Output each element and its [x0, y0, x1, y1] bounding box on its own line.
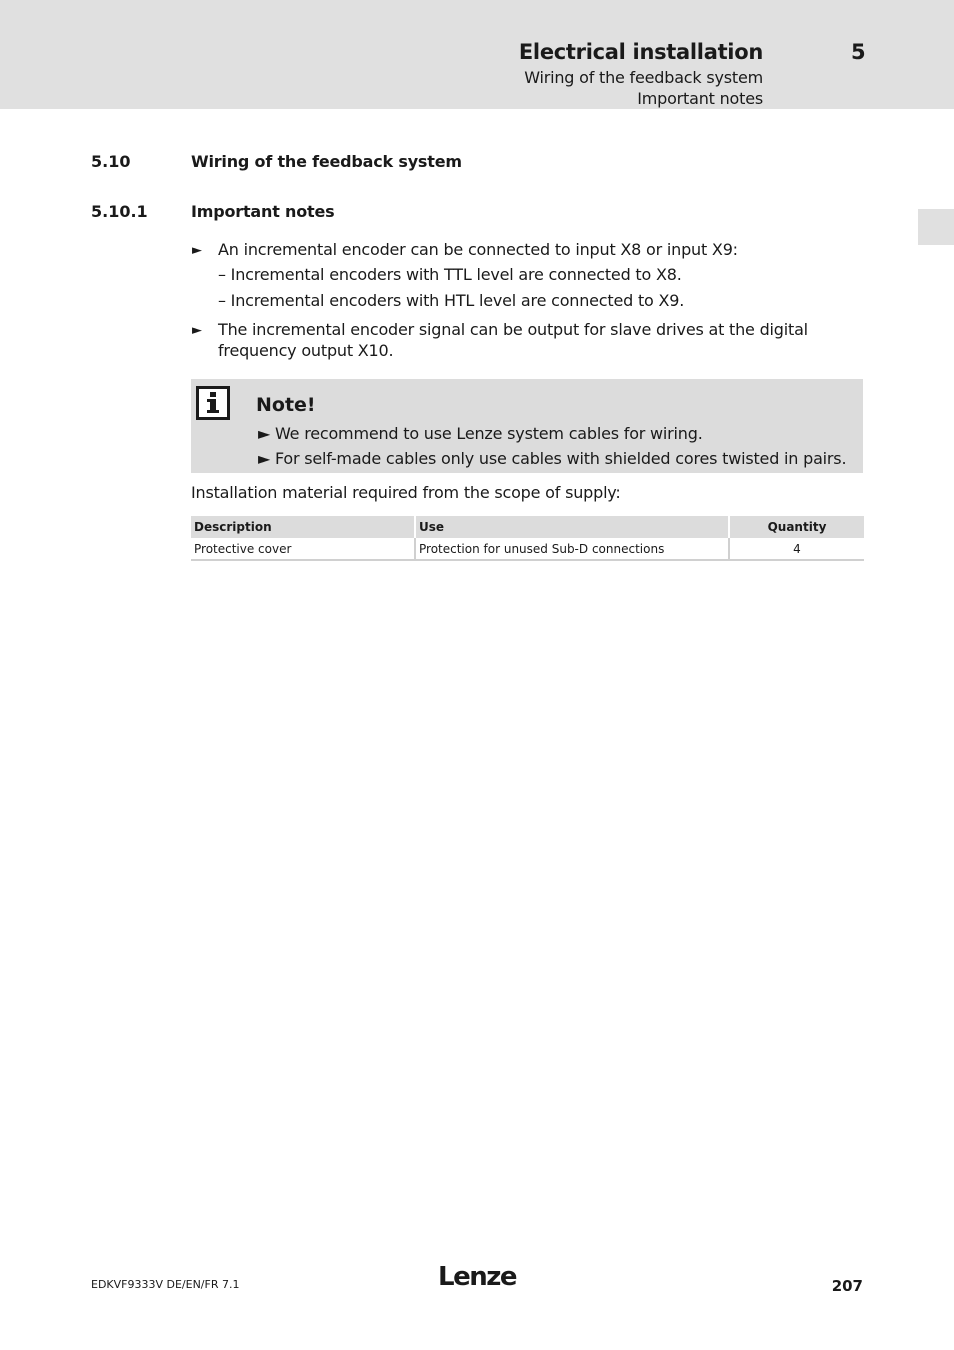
bullet-subitem: – Incremental encoders with HTL level are connected to X9. [218, 291, 685, 310]
page-number: 207 [831, 1277, 863, 1295]
header-band [0, 0, 954, 109]
note-item: ► For self-made cables only use cables with shielded cores twisted in pairs. [258, 449, 847, 468]
cell-quantity: 4 [730, 538, 864, 561]
table-row [191, 538, 864, 561]
bullet-text-continuation: frequency output X10. [218, 341, 394, 360]
column-header-use: Use [416, 516, 730, 538]
chapter-thumb-tab [918, 209, 954, 245]
header-subtitle-subsection: Important notes [637, 89, 763, 108]
table-header-row [191, 516, 864, 538]
info-icon [196, 386, 230, 420]
bullet-arrow-icon: ► [192, 243, 202, 258]
cell-description: Protective cover [191, 538, 416, 561]
column-header-description: Description [191, 516, 416, 538]
supply-table [191, 516, 864, 561]
bullet-arrow-icon: ► [192, 323, 202, 338]
subsection-heading: Important notes [191, 202, 335, 221]
note-item: ► We recommend to use Lenze system cables for wiring. [258, 424, 703, 443]
chapter-title: Electrical installation [518, 40, 763, 64]
note-title: Note! [256, 394, 316, 416]
section-number: 5.10 [91, 152, 131, 171]
supply-intro-text: Installation material required from the scope of supply: [191, 483, 621, 502]
cell-use: Protection for unused Sub-D connections [416, 538, 730, 561]
bullet-subitem: – Incremental encoders with TTL level are connected to X8. [218, 265, 682, 284]
chapter-number: 5 [851, 40, 866, 64]
subsection-number: 5.10.1 [91, 202, 148, 221]
header-subtitle-section: Wiring of the feedback system [524, 68, 763, 87]
bullet-text: An incremental encoder can be connected to input X8 or input X9: [218, 240, 738, 259]
section-heading: Wiring of the feedback system [191, 152, 462, 171]
lenze-logo: Lenze [438, 1262, 516, 1292]
column-header-quantity: Quantity [730, 516, 864, 538]
bullet-text: The incremental encoder signal can be output for slave drives at the digital [218, 320, 808, 339]
document-id: EDKVF9333V DE/EN/FR 7.1 [91, 1278, 240, 1291]
